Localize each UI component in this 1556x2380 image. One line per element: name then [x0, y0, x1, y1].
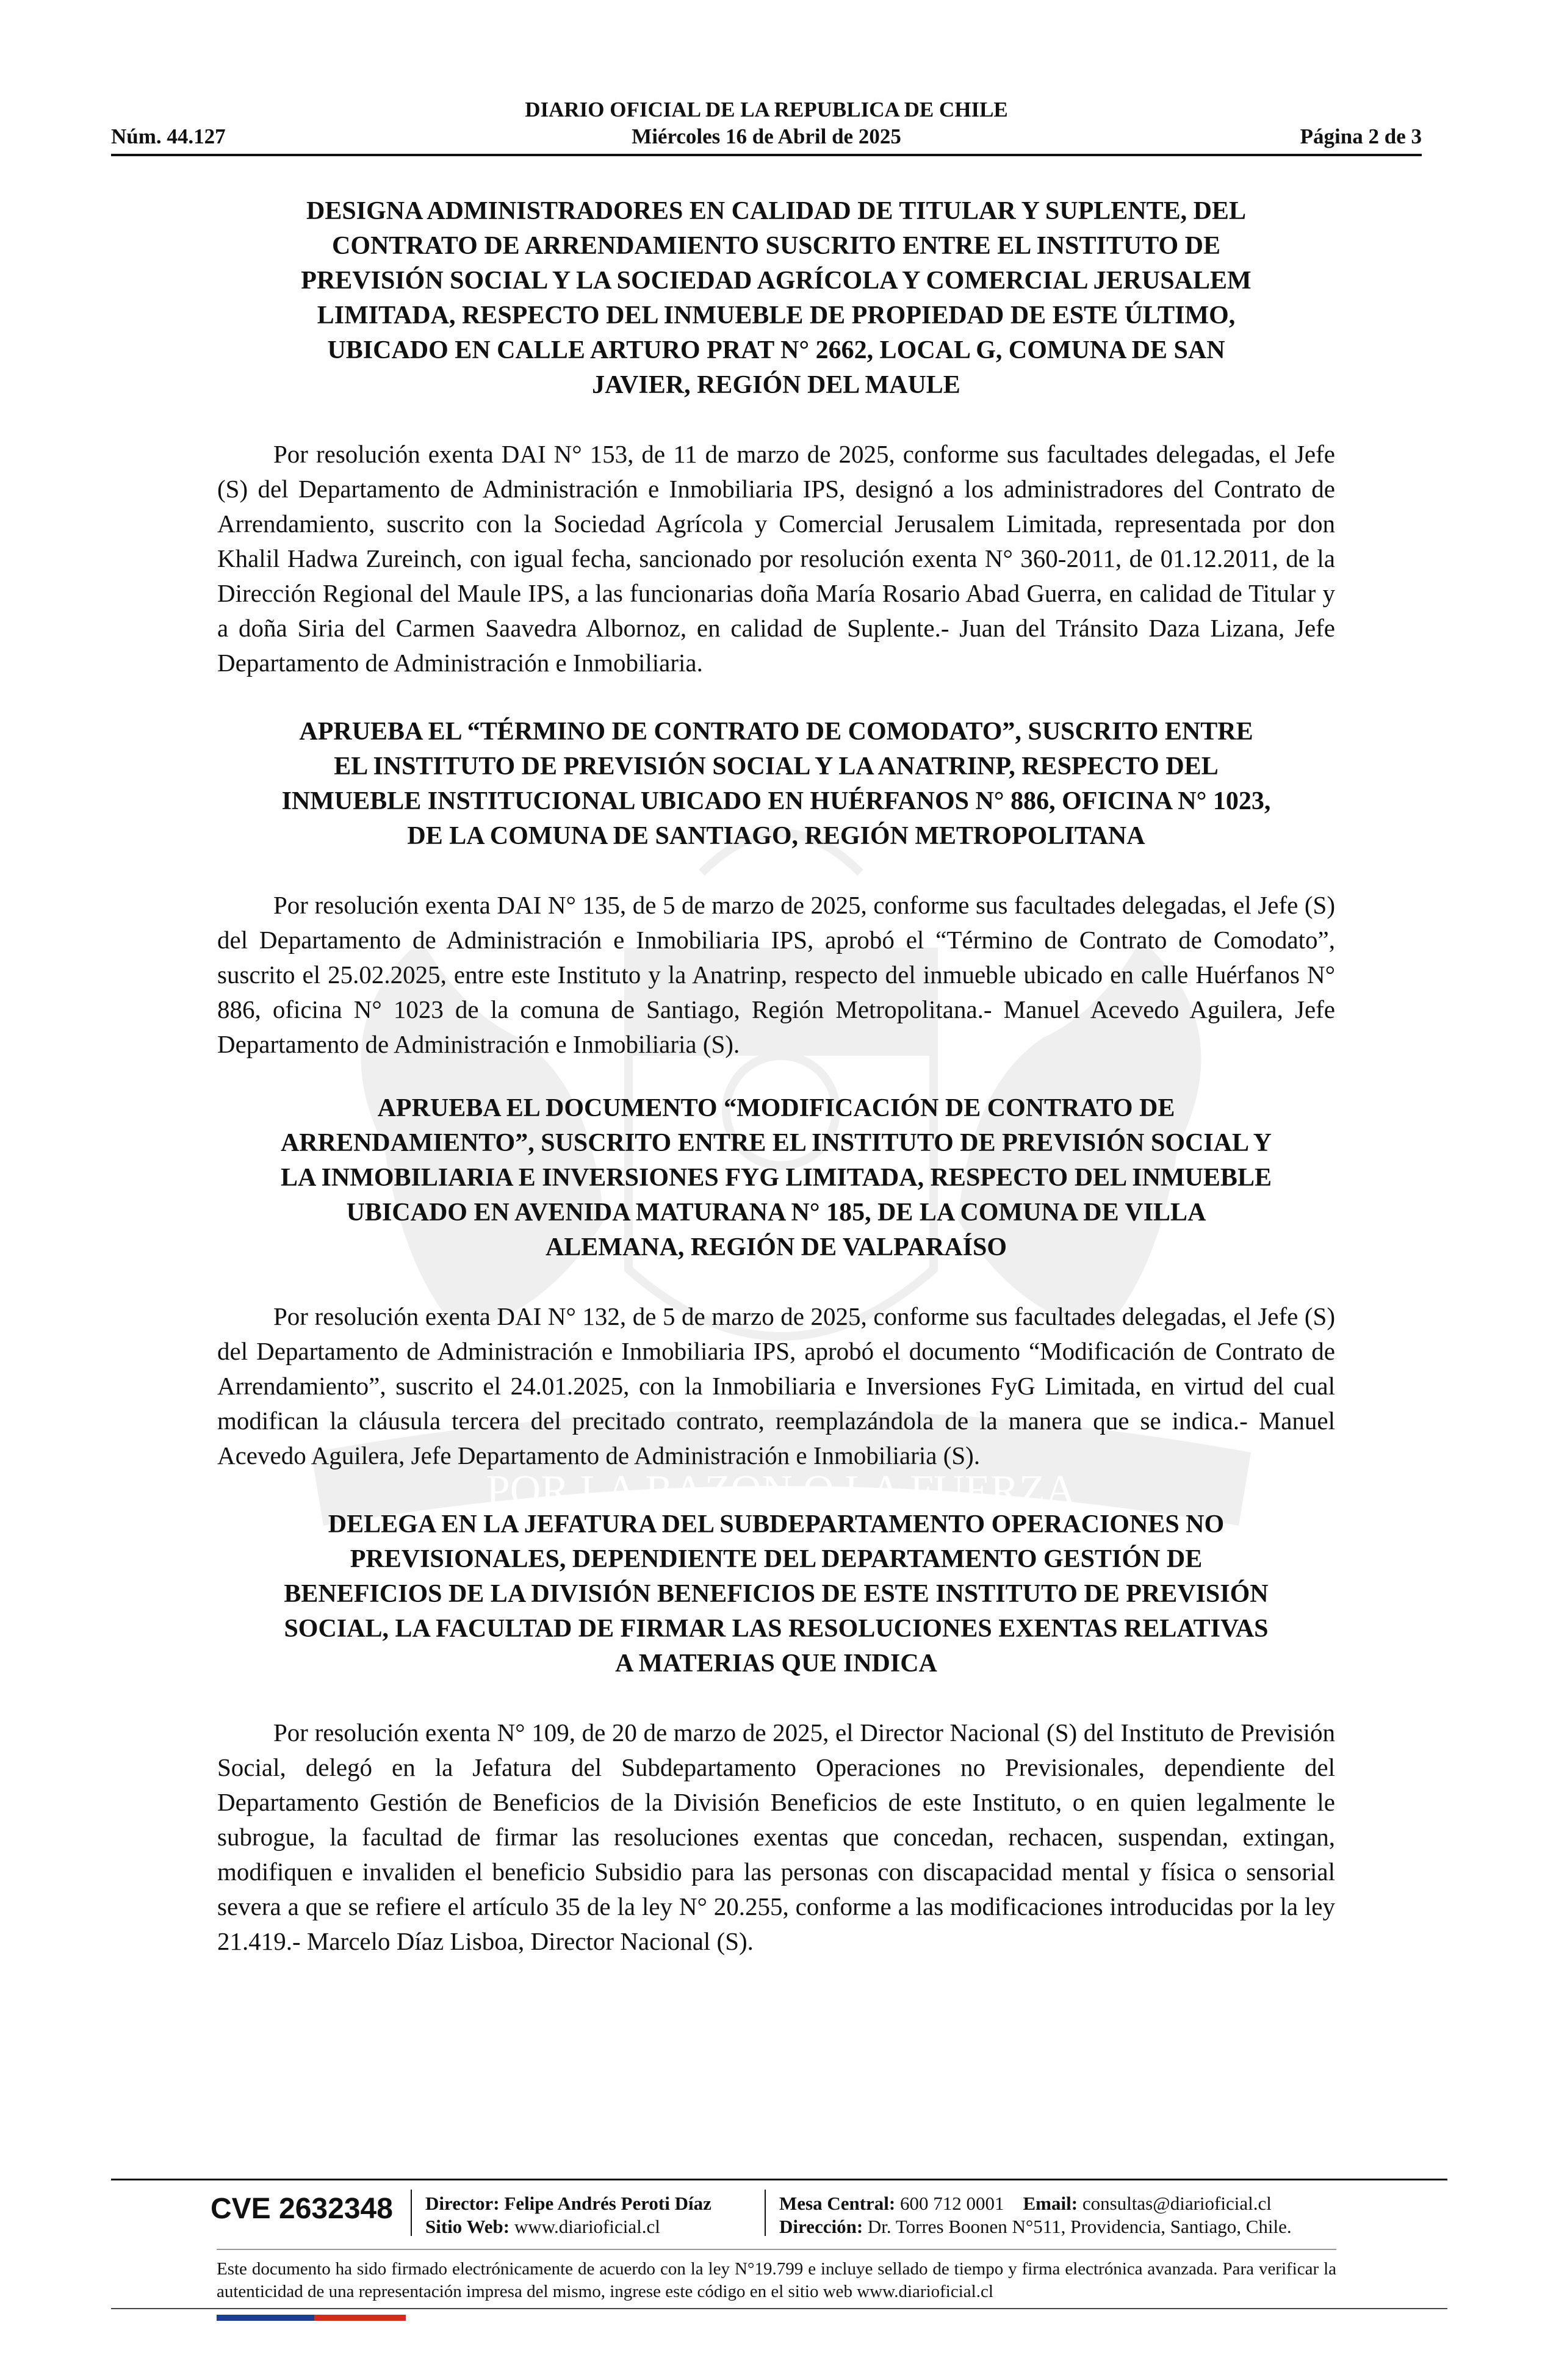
email-label: Email:	[1023, 2193, 1078, 2214]
document-body	[217, 194, 1335, 1959]
section-title: APRUEBA EL “TÉRMINO DE CONTRATO DE COMODATO”, SUSCRITO ENTRE EL INSTITUTO DE PREVISIÓN SOCIAL Y LA ANATRINP, RESPECTO DEL INMUEBLE INSTITUCIONAL UBICADO EN HUÉRFANOS N° 886, OFICINA N° 1023, DE LA COMUNA DE SANTIAGO, REGIÓN METROPOLITANA	[281, 718, 1271, 850]
footer-bottom-rule	[111, 2308, 1447, 2309]
flag-stripe-red	[314, 2315, 406, 2321]
email-link[interactable]: consultas@diarioficial.cl	[1082, 2193, 1272, 2214]
publication-date: Miércoles 16 de Abril de 2025	[632, 124, 901, 148]
director-line	[425, 2192, 711, 2215]
address-value: Dr. Torres Boonen N°511, Providencia, Santiago, Chile.	[867, 2216, 1292, 2237]
section-body: Por resolución exenta DAI N° 132, de 5 de marzo de 2025, conforme sus facultades delegadas, el Jefe (S) del Departamento de Administración e Inmobiliaria IPS, aprobó el documento “Modificación de Contrato de Arrendamiento”, suscrito el 24.01.2025, con la Inmobiliaria e Inversiones FyG Limitada, en virtud del cual modifican la cláusula tercera del precitado contrato, reemplazándola de la manera que se indica.- Manuel Acevedo Aguilera, Jefe Departamento de Administración e Inmobiliaria (S).	[217, 1302, 1335, 1469]
mesa-label: Mesa Central:	[779, 2193, 896, 2214]
signature-note: Este documento ha sido firmado electrónicamente de acuerdo con la ley N°19.799 e incluye sellado de tiempo y firma electrónica avanzada. Para verificar la autenticidad de una representación impresa del mismo, ingrese este código en el sitio web www.diarioficial.cl	[217, 2259, 1336, 2301]
section-title: APRUEBA EL DOCUMENTO “MODIFICACIÓN DE CONTRATO DE ARRENDAMIENTO”, SUSCRITO ENTRE EL INSTITUTO DE PREVISIÓN SOCIAL Y LA INMOBILIARIA E INVERSIONES FYG LIMITADA, RESPECTO DEL INMUEBLE UBICADO EN AVENIDA MATURANA N° 185, DE LA COMUNA DE VILLA ALEMANA, REGIÓN DE VALPARAÍSO	[280, 1094, 1272, 1261]
issue-number: Núm. 44.127	[111, 124, 226, 148]
section-title: DELEGA EN LA JEFATURA DEL SUBDEPARTAMENTO OPERACIONES NO PREVISIONALES, DEPENDIENTE DEL DEPARTAMENTO GESTIÓN DE BENEFICIOS DE LA DIVISIÓN BENEFICIOS DE ESTE INSTITUTO DE PREVISIÓN SOCIAL, LA FACULTAD DE FIRMAR LAS RESOLUCIONES EXENTAS RELATIVAS A MATERIAS QUE INDICA	[284, 1510, 1269, 1678]
website-label: Sitio Web:	[425, 2216, 510, 2237]
watermark-motto: POR LA RAZON O LA FUERZA	[486, 1467, 1076, 1514]
page-number: Página 2 de 3	[1300, 124, 1422, 148]
header-rule	[111, 154, 1422, 156]
section-body: Por resolución exenta DAI N° 135, de 5 de marzo de 2025, conforme sus facultades delegadas, el Jefe (S) del Departamento de Administración e Inmobiliaria IPS, aprobó el “Término de Contrato de Comodato”, suscrito el 25.02.2025, entre este Instituto y la Anatrinp, respecto del inmueble ubicado en calle Huérfanos N° 886, oficina N° 1023 de la comuna de Santiago, Región Metropolitana.- Manuel Acevedo Aguilera, Jefe Departamento de Administración e Inmobiliaria (S).	[217, 891, 1335, 1058]
footer-divider	[411, 2190, 412, 2236]
footer-top-rule	[111, 2179, 1447, 2180]
address-line	[779, 2215, 1292, 2238]
page-header	[111, 96, 1422, 157]
flag-stripe-blue	[217, 2315, 314, 2321]
director-name: Felipe Andrés Peroti Díaz	[504, 2193, 711, 2214]
website-line	[425, 2215, 660, 2238]
section-body: Por resolución exenta N° 109, de 20 de marzo de 2025, el Director Nacional (S) del Instituto de Previsión Social, delegó en la Jefatura del Subdepartamento Operaciones no Previsionales, dependiente del Departamento Gestión de Beneficios de la División Beneficios de este Instituto, o en quien legalmente le subrogue, la facultad de firmar las resoluciones exentas que concedan, rechacen, suspendan, extingan, modifiquen e invaliden el beneficio Subsidio para las personas con discapacidad mental y física o sensorial severa a que se refiere el artículo 35 de la ley N° 20.255, conforme a las modificaciones introducidas por la ley 21.419.- Marcelo Díaz Lisboa, Director Nacional (S).	[217, 1718, 1335, 1955]
footer-divider	[765, 2190, 766, 2236]
footer-note-rule	[217, 2249, 1336, 2250]
cve-code: CVE 2632348	[211, 2193, 393, 2225]
director-label: Director:	[425, 2193, 500, 2214]
contact-line	[779, 2192, 1272, 2215]
section-body: Por resolución exenta DAI N° 153, de 11 de marzo de 2025, conforme sus facultades delegadas, el Jefe (S) del Departamento de Administración e Inmobiliaria IPS, designó a los administradores del Contrato de Arrendamiento, suscrito con la Sociedad Agrícola y Comercial Jerusalem Limitada, representada por don Khalil Hadwa Zureinch, con igual fecha, sancionado por resolución exenta N° 360-2011, de 01.12.2011, de la Dirección Regional del Maule IPS, a las funcionarias doña María Rosario Abad Guerra, en calidad de Titular y a doña Siria del Carmen Saavedra Albornoz, en calidad de Suplente.- Juan del Tránsito Daza Lizana, Jefe Departamento de Administración e Inmobiliaria.	[217, 440, 1335, 677]
section-title: DESIGNA ADMINISTRADORES EN CALIDAD DE TITULAR Y SUPLENTE, DEL CONTRATO DE ARRENDAMIENTO SUSCRITO ENTRE EL INSTITUTO DE PREVISIÓN SOCIAL Y LA SOCIEDAD AGRÍCOLA Y COMERCIAL JERUSALEM LIMITADA, RESPECTO DEL INMUEBLE DE PROPIEDAD DE ESTE ÚLTIMO, UBICADO EN CALLE ARTURO PRAT N° 2662, LOCAL G, COMUNA DE SAN JAVIER, REGIÓN DEL MAULE	[301, 197, 1252, 399]
publication-title: DIARIO OFICIAL DE LA REPUBLICA DE CHILE	[525, 98, 1008, 121]
address-label: Dirección:	[779, 2216, 863, 2237]
mesa-phone: 600 712 0001	[900, 2193, 1004, 2214]
website-link[interactable]: www.diarioficial.cl	[514, 2216, 660, 2237]
